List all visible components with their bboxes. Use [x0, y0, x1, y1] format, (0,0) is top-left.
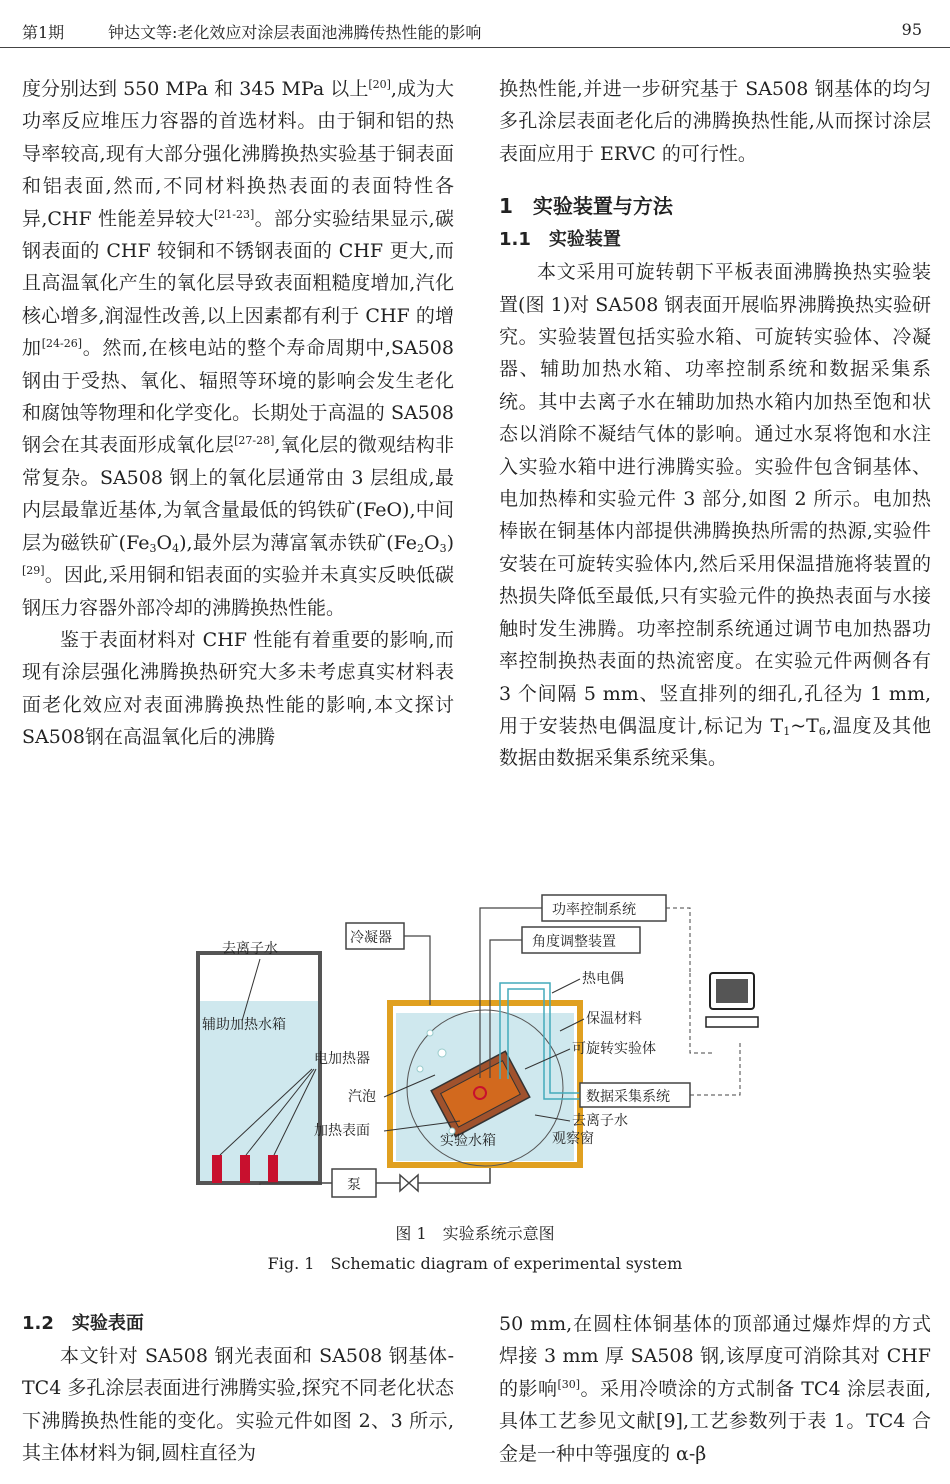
label-bubble: 汽泡 [348, 1089, 376, 1105]
bubble [427, 1030, 433, 1036]
text: ~T [790, 714, 819, 737]
label-pump: 泵 [347, 1177, 361, 1193]
subscript: 1 [783, 724, 791, 738]
bubble [438, 1049, 446, 1057]
right-column-top [499, 73, 931, 775]
label-aux-tank: 辅助加热水箱 [202, 1017, 286, 1033]
label-heater: 电加热器 [314, 1051, 370, 1067]
signal-line [666, 908, 690, 973]
bubble [417, 1066, 423, 1072]
subscript: 4 [172, 541, 180, 555]
text: ,成为大功率反应堆压力容器的首选材料。由于铜和铝的热导率较高,现有大部分强化沸腾换热实验基于铜表面和铝表面,然而,不同材料换热表面的表面特性各异,CHF 性能差异较大 [22, 78, 454, 230]
citation: [20] [368, 78, 391, 91]
text: ) [446, 531, 454, 554]
experimental-system-diagram [190, 893, 762, 1198]
heater-rod [240, 1155, 250, 1183]
valve-icon [400, 1175, 418, 1191]
page-number: 95 [901, 20, 922, 39]
citation: [27-28] [234, 434, 275, 448]
text: 。然而,在核电站的整个寿命周期中,SA508 钢由于受热、氧化、辐照等环境的影响会发生老化和腐蚀等物理和化学变化。长期处于高温的 SA508 钢会在其表面形成氧化层 [22, 337, 454, 457]
label-heating-surface: 加热表面 [314, 1123, 370, 1139]
heater-rod [268, 1155, 278, 1183]
subsection-heading: 1.1 实验装置 [499, 229, 621, 251]
text: O [424, 531, 440, 554]
right-column-bottom [499, 1308, 931, 1470]
label-condenser: 冷凝器 [350, 930, 392, 946]
paragraph [499, 1308, 931, 1470]
label-window: 观察窗 [552, 1131, 594, 1147]
figure-caption-en: Fig. 1 Schematic diagram of experimental system [267, 1254, 683, 1273]
paragraph: 换热性能,并进一步研究基于 SA508 钢基体的均匀多孔涂层表面老化后的沸腾换热性能,从而探讨涂层表面应用于 ERVC 的可行性。 [499, 78, 931, 165]
running-header [22, 16, 922, 44]
section-heading: 1 实验装置与方法 [499, 194, 673, 219]
text: 。采用冷喷涂的方式制备 TC4 涂层表面,具体工艺参见文献[9],工艺参数列于表 1。TC4 合金是一种中等强度的 α-β [499, 1377, 931, 1465]
subscript: 6 [818, 724, 826, 738]
header-rule [0, 47, 950, 48]
running-title: 钟达文等:老化效应对涂层表面池沸腾传热性能的影响 [108, 23, 482, 42]
left-column-bottom [22, 1308, 454, 1470]
label-thermocouple: 热电偶 [582, 971, 624, 987]
keyboard-icon [706, 1017, 758, 1027]
text: 度分别达到 550 MPa 和 345 MPa 以上 [22, 78, 369, 100]
citation: [21-23] [214, 207, 255, 221]
paragraph [22, 73, 454, 624]
screen [716, 979, 748, 1003]
label-daq: 数据采集系统 [586, 1089, 670, 1105]
label-deionized-water-top: 去离子水 [222, 941, 278, 957]
figure-caption-cn: 图 1 实验系统示意图 [395, 1224, 555, 1243]
paragraph: 鉴于表面材料对 CHF 性能有着重要的影响,而现有涂层强化沸腾换热研究大多未考虑真实材料表面老化效应对表面沸腾换热性能的影响,本文探讨SA508钢在高温氧化后的沸腾 [22, 628, 454, 749]
text: 本文采用可旋转朝下平板表面沸腾换热实验装置(图 1)对 SA508 钢表面开展临界沸腾换热实验研究。实验装置包括实验水箱、可旋转实验体、冷凝器、辅助加热水箱、功率控制系统和数据采集系统。其中去离子水在辅助加热水箱内加热至饱和状态以消除不凝结气体的影响。通过水泵将饱和水注入实验水箱中进行沸腾实验。实验件包含铜基体、电加热棒和实验元件 3 部分,如图 2 所示。电加热棒嵌在铜基体内部提供沸腾换热所需的热源,实验件安装在可旋转实验体内,然后采用保温措施将装置的热损失降低至最低,只有实验元件的换热表面与水接触时发生沸腾。功率控制系统通过调节电加热器功率控制换热表面的热流密度。在实验元件两侧各有 3 个间隔 5 mm、竖直排列的细孔,孔径为 1 mm,用于安装热电偶温度计,标记为 T [499, 261, 931, 737]
text: 。因此,采用铜和铝表面的实验并未真实反映低碳钢压力容器外部冷却的沸腾换热性能。 [22, 564, 454, 619]
text: ,氧化层的微观结构非常复杂。SA508 钢上的氧化层通常由 3 层组成,最内层最靠近基体,为氧含量最低的钨铁矿(FeO),中间层为磁铁矿(Fe [22, 434, 454, 554]
subscript: 2 [417, 541, 424, 555]
label-angle-adjust: 角度调整装置 [532, 934, 616, 950]
issue-number: 第1期 [22, 23, 65, 42]
label-rotatable-body: 可旋转实验体 [572, 1041, 656, 1057]
pipe [404, 936, 430, 1005]
text: ),最外层为薄富氧赤铁矿(Fe [179, 531, 417, 554]
label-deionized-water: 去离子水 [572, 1113, 628, 1129]
label-power-control: 功率控制系统 [552, 902, 636, 918]
subsection-heading: 1.2 实验表面 [22, 1313, 144, 1334]
text: O [156, 531, 173, 554]
label-test-tank: 实验水箱 [440, 1133, 496, 1149]
text: ,温度及其他数据由数据采集系统采集。 [499, 714, 931, 770]
citation: [30] [557, 1377, 581, 1391]
signal-line [690, 1043, 740, 1095]
paragraph [499, 256, 931, 775]
label-insulation: 保温材料 [586, 1011, 642, 1027]
left-column-top [22, 73, 454, 754]
leader-line [552, 979, 580, 993]
text: 。部分实验结果显示,碳钢表面的 CHF 较铜和不锈钢表面的 CHF 更大,而且高温氧化产生的氧化层导致表面粗糙度增加,汽化核心增多,润湿性改善,以上因素都有利于 CHF 的增加 [22, 207, 454, 360]
citation: [24-26] [41, 337, 82, 351]
paragraph: 本文针对 SA508 钢光表面和 SA508 钢基体-TC4 多孔涂层表面进行沸腾实验,探究不同老化状态下沸腾换热性能的变化。实验元件如图 2、3 所示,其主体材料为铜,圆柱直径为 [22, 1345, 454, 1465]
subscript: 3 [149, 541, 157, 555]
subscript: 3 [439, 541, 447, 555]
text: 50 mm,在圆柱体铜基体的顶部通过爆炸焊的方式焊接 3 mm 厚 SA508 钢,该厚度可消除其对 CHF 的影响 [499, 1313, 931, 1400]
citation: [29] [22, 564, 45, 578]
heater-rod [212, 1155, 222, 1183]
